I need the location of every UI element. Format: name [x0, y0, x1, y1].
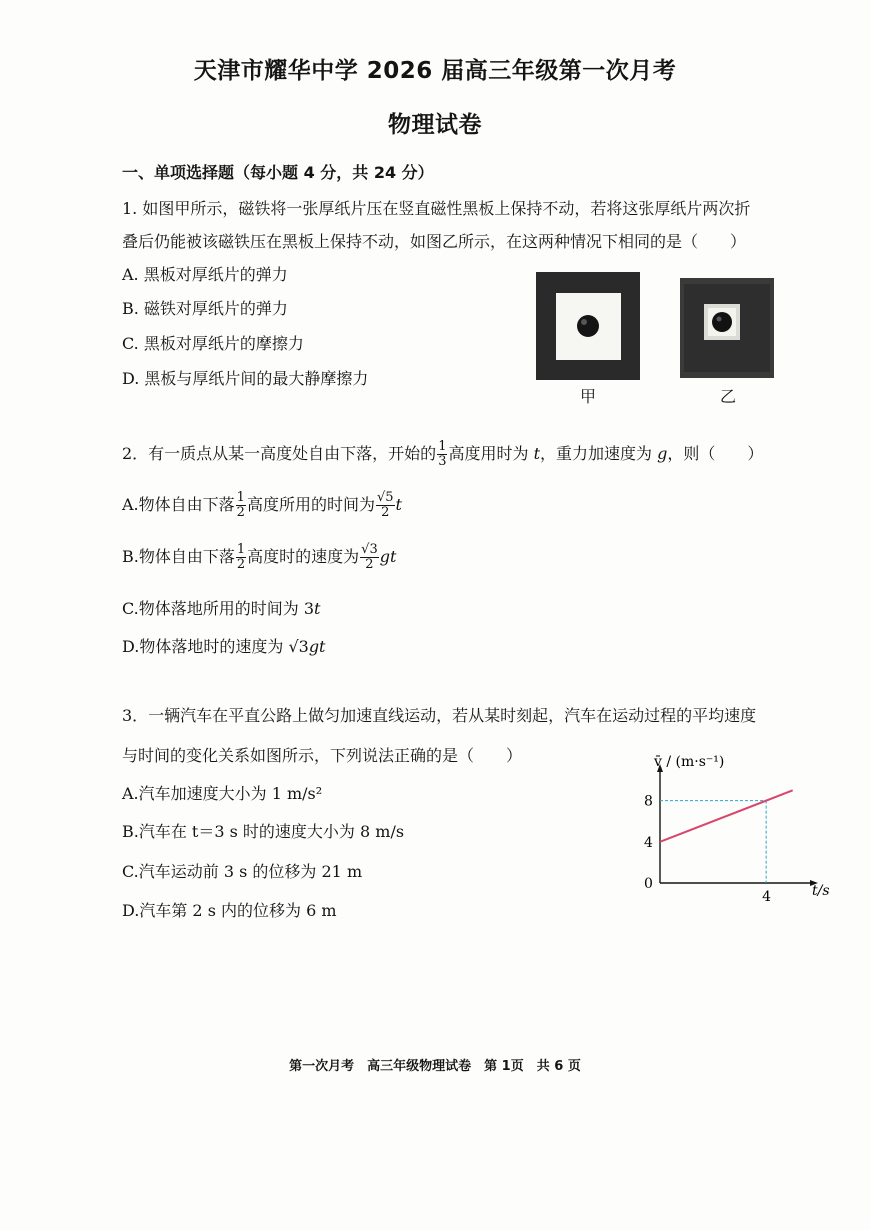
series-line — [660, 790, 793, 841]
q3-option-a: A.汽车加速度大小为 1 m/s² — [122, 784, 323, 803]
q2-b-answer-fraction: $\frac{√3}{2}$ — [361, 542, 378, 572]
q2-option-d: D.物体落地时的速度为 √3gt — [122, 637, 326, 656]
figure-yi-label: 乙 — [720, 387, 737, 406]
figure-jia-label: 甲 — [580, 387, 597, 406]
q1-stem-line1: 1. 如图甲所示，磁铁将一张厚纸片压在竖直磁性黑板上保持不动，若将这张厚纸片两次折 — [122, 199, 751, 218]
q3-option-c: C.汽车运动前 3 s 的位移为 21 m — [122, 862, 363, 881]
q1-option-c: C. 黑板对厚纸片的摩擦力 — [122, 334, 304, 353]
page-footer: 第一次月考 高三年级物理试卷 第 1页 共 6 页 — [289, 1059, 581, 1074]
q3-velocity-time-chart — [630, 755, 840, 915]
x-tick-label: 4 — [762, 889, 772, 905]
section-heading: 一、单项选择题（每小题 4 分，共 24 分） — [122, 163, 434, 182]
q2-stem-text-b: 高度用时为 — [448, 444, 534, 463]
q3-stem-line1: 3．一辆汽车在平直公路上做匀加速直线运动，若从某时刻起，汽车在运动过程的平均速度 — [122, 706, 757, 725]
q3-option-d: D.汽车第 2 s 内的位移为 6 m — [122, 901, 337, 920]
q2-option-b: B.物体自由下落 $\frac{1}{2}$ 高度时的速度为 $\frac{√3}{2}$ gt — [122, 542, 397, 572]
q2-stem-text-a: 2．有一质点从某一高度处自由下落，开始的 — [122, 444, 437, 463]
q2-option-a: A.物体自由下落 $\frac{1}{2}$ 高度所用的时间为 $\frac{√5}{2}$ t — [122, 490, 402, 520]
q2-stem: 2．有一质点从某一高度处自由下落，开始的 $\frac{1}{3}$ 高度用时为 t，重力加速度为 g，则（ ） — [122, 439, 764, 469]
q3-option-b: B.汽车在 t＝3 s 时的速度大小为 8 m/s — [122, 822, 405, 841]
x-axis-label: t/s — [812, 883, 830, 899]
origin-label: 0 — [644, 876, 653, 892]
figure-jia — [536, 272, 640, 380]
q1-option-a: A. 黑板对厚纸片的弹力 — [122, 265, 288, 284]
y-axis-label: v̄ / (m·s⁻¹) — [654, 755, 725, 770]
q2-a-answer-fraction: $\frac{√5}{2}$ — [376, 490, 394, 520]
q2-option-c: C.物体落地所用的时间为 3t — [122, 599, 321, 618]
q1-option-d: D. 黑板与厚纸片间的最大静摩擦力 — [122, 369, 369, 388]
q1-stem-line2: 叠后仍能被该磁铁压在黑板上保持不动，如图乙所示，在这两种情况下相同的是（ ） — [122, 232, 747, 251]
y-tick-label: 4 — [644, 834, 653, 851]
figure-yi — [680, 278, 774, 378]
y-tick-label: 8 — [644, 793, 653, 810]
exam-subtitle: 物理试卷 — [388, 112, 482, 138]
q3-stem-line2: 与时间的变化关系如图所示，下列说法正确的是（ ） — [122, 746, 523, 765]
q2-stem-fraction: $\frac{1}{3}$ — [438, 439, 447, 469]
magnet-circle — [577, 315, 599, 337]
q1-option-b: B. 磁铁对厚纸片的弹力 — [122, 299, 288, 318]
exam-title: 天津市耀华中学 2026 届高三年级第一次月考 — [193, 58, 677, 84]
